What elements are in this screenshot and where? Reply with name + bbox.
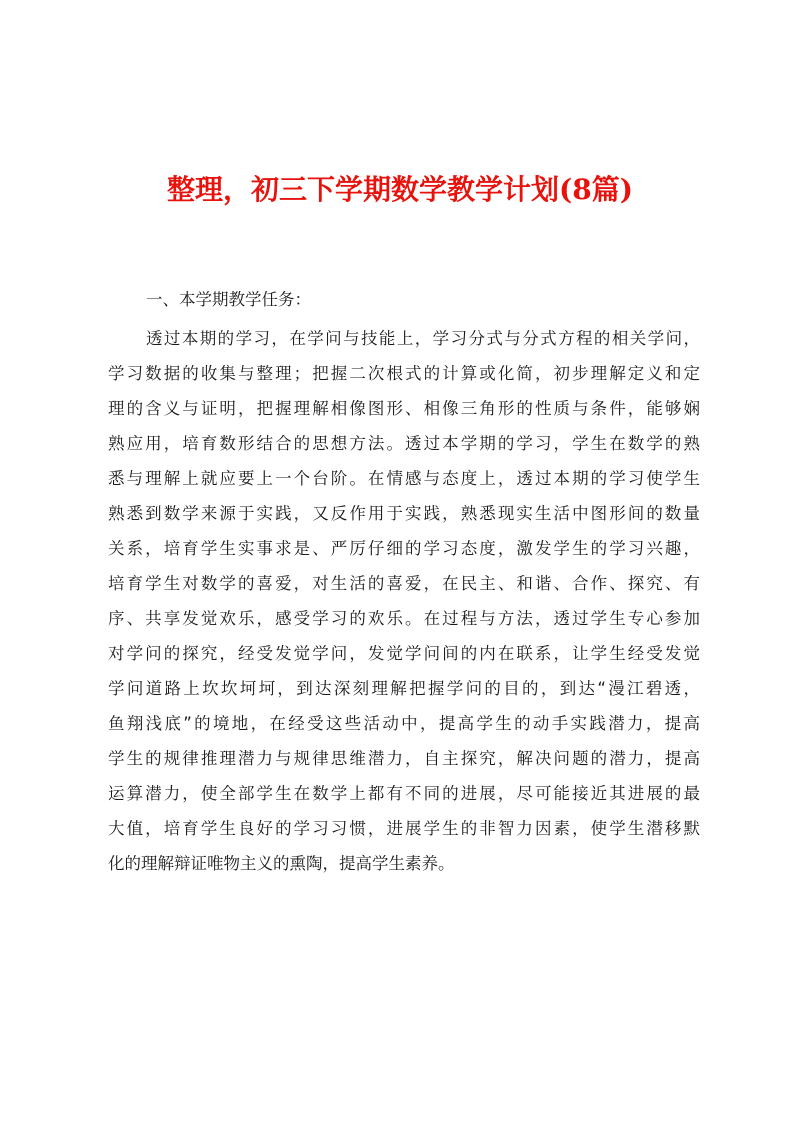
body-line: 理的含义与证明，把握理解相像图形、相像三角形的性质与条件，能够娴 [108, 399, 700, 418]
document-title: 整理，初三下学期数学教学计划(8篇) [167, 173, 633, 206]
body-line: 熟悉到数学来源于实践，又反作用于实践，熟悉现实生活中图形间的数量 [108, 504, 700, 523]
body-line: 运算潜力，使全部学生在数学上都有不同的进展，尽可能接近其进展的最 [108, 784, 700, 803]
body-line: 透过本期的学习，在学问与技能上，学习分式与分式方程的相关学问， [146, 329, 700, 348]
body-line: 培育学生对数学的喜爱，对生活的喜爱，在民主、和谐、合作、探究、有 [108, 574, 700, 593]
body-line: 化的理解辩证唯物主义的熏陶，提高学生素养。 [108, 854, 455, 873]
body-line: 对学问的探究，经受发觉学问，发觉学问间的内在联系，让学生经受发觉 [108, 644, 700, 663]
body-line: 学习数据的收集与整理；把握二次根式的计算或化简，初步理解定义和定 [108, 364, 700, 383]
body-line: 熟应用，培育数形结合的思想方法。透过本学期的学习，学生在数学的熟 [108, 434, 700, 453]
body-line: 学问道路上坎坎坷坷，到达深刻理解把握学问的目的，到达“漫江碧透， [108, 679, 700, 698]
body-line: 序、共享发觉欢乐，感受学习的欢乐。在过程与方法，透过学生专心参加 [108, 609, 700, 628]
body-line: 悉与理解上就应要上一个台阶。在情感与态度上，透过本期的学习使学生 [108, 469, 700, 488]
section-heading: 一、本学期教学任务： [146, 290, 311, 309]
body-line: 关系，培育学生实事求是、严厉仔细的学习态度，激发学生的学习兴趣， [108, 539, 700, 558]
body-line: 大值，培育学生良好的学习习惯，进展学生的非智力因素，使学生潜移默 [108, 819, 700, 838]
body-line: 鱼翔浅底”的境地，在经受这些活动中，提高学生的动手实践潜力，提高 [108, 714, 700, 733]
body-line: 学生的规律推理潜力与规律思维潜力，自主探究，解决问题的潜力，提高 [108, 749, 700, 768]
